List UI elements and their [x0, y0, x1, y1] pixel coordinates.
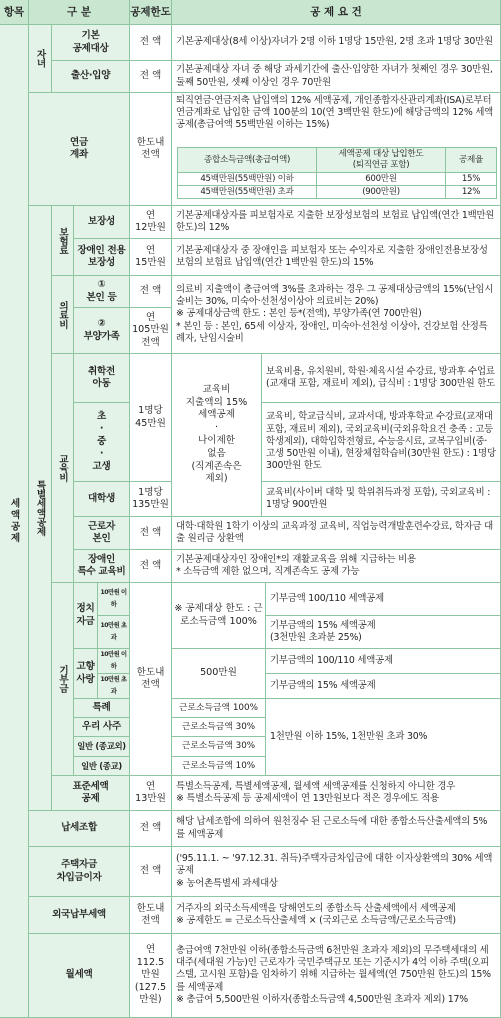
- insurance-protection-label: 보장성: [74, 206, 130, 239]
- education-worker-limit: 전 액: [130, 517, 172, 550]
- foreign-tax-limit: 한도내 전액: [130, 897, 172, 934]
- education-disabled-limit: 전 액: [130, 550, 172, 583]
- donation-special-label: 특례: [74, 699, 130, 718]
- medical-group-label: 의료비: [57, 300, 68, 329]
- insurance-disabled-text: 기본공제대상자 중 장애인을 피보험자 또는 수익자로 지출한 장애인전용보장성보험의 보험료 납입액(연간 1백만원 한도)의 15%: [172, 239, 501, 276]
- pension-table-row1-income: 45백만원(55백만원) 이하: [177, 172, 317, 186]
- foreign-tax-label: 외국납부세액: [29, 897, 130, 934]
- donation-political-rate2: 기부금액의 15% 세액공제 (3천만원 초과분 25%): [266, 616, 501, 649]
- education-rate: 교육비 지출액의 15% 세액공제 · 나이제한 없음 (직계존속은 제외): [172, 354, 262, 517]
- children-group: [29, 25, 52, 93]
- rent-label: 월세액: [29, 934, 130, 1018]
- donation-hometown-label: 고향 사랑: [74, 649, 98, 699]
- education-worker-text: 대학·대학원 1학기 이상의 교육과정 교육비, 직업능력개발훈련수강료, 학자금 대출 원리금 상환액: [172, 517, 501, 550]
- donation-political-sub2: 10만원 초과: [98, 616, 130, 649]
- education-school-text: 교육비, 학교급식비, 교과서대, 방과후학교 수강료(교재대 포함, 재료비 제외), 국외교육비(국외유학요건 충족 : 고등학생제외), 대학입학전형료, 수능응시료, 교복구입비(중·고생 50만원 이내), 현장체험학습비(30만원 한도) : 1명당 300만원 한도: [262, 403, 501, 482]
- pension-table-row2-income: 45백만원(55백만원) 초과: [177, 185, 317, 199]
- education-k12-limit: 1명당 45만원: [130, 354, 172, 482]
- housing-loan-label: 주택자금 차입금이자: [29, 847, 130, 897]
- housing-loan-limit: 전 액: [130, 847, 172, 897]
- education-disabled-label: 장애인 특수 교육비: [74, 550, 130, 583]
- pension-table-row2-limit: (900만원): [316, 185, 446, 199]
- children-basic-label: 기본 공제대상: [52, 25, 130, 61]
- children-group-label: 자녀: [34, 49, 46, 68]
- housing-loan-text: ('95.11.1. ~ '97.12.31. 취득)주택자금차입금에 대한 이자상환액의 30% 세액공제 ※ 농어촌특별세 과세대상: [172, 847, 501, 897]
- medical-dependent-label: ② 부양가족: [74, 308, 130, 354]
- pension-table-row1-limit: 600만원: [316, 172, 446, 186]
- donation-ours-limit: 근로소득금액 30%: [172, 718, 266, 737]
- rent-limit: 연 112.5 만원 (127.5 만원): [130, 934, 172, 1018]
- donation-political-rate1: 기부금액 100/110 세액공제: [266, 583, 501, 616]
- header-item: 항목: [0, 0, 29, 25]
- standard-credit-limit: 연 13만원: [130, 776, 172, 811]
- education-school-label: 초 · 중 · 고생: [74, 403, 130, 482]
- donation-political-limit: ※ 공제대상 한도 : 근로소득금액 100%: [172, 583, 266, 649]
- donation-general-religious-label: 일반 (종교): [74, 757, 130, 776]
- education-college-limit: 1명당 135만원: [130, 482, 172, 517]
- header-requirement: 공 제 요 건: [172, 0, 501, 25]
- donation-political-sub1: 10만원 이하: [98, 583, 130, 616]
- medical-self-label: ① 본인 등: [74, 276, 130, 308]
- education-worker-label: 근로자 본인: [74, 517, 130, 550]
- donation-limit: 한도내 전액: [130, 583, 172, 776]
- donation-other-rate: 1천만원 이하 15%, 1천만원 초과 30%: [266, 699, 501, 776]
- children-birth-limit: 전 액: [130, 61, 172, 93]
- education-group-label: 교육비: [57, 454, 68, 482]
- insurance-group-label: 보험료: [57, 226, 68, 255]
- pension-table-header-income: 종합소득금액(총급여액): [177, 147, 317, 173]
- insurance-protection-text: 기본공제대상자를 피보험자로 지출한 보장성보험의 보험료 납입액(연간 1백만원 한도)의 12%: [172, 206, 501, 239]
- union-text: 해당 납세조합에 의하여 원천징수 된 근로소득에 대한 종합소득산출세액의 5%를 세액공제: [172, 811, 501, 847]
- rent-text: 총급여액 7천만원 이하(종합소득금액 6천만원 초과자 제외)의 무주택세대의 세대주(세대원 가능)인 근로자가 국민주택규모 또는 기준시가 4억 이하 주택(오피스텔, 고시원 포함)을 임차하기 위해 지급하는 월세액(연 750만원 한도)의 15%를 세액공제 ※ 총급여 5,500만원 이하자(종합소득금액 4,500만원 초과자 제외) 17%: [172, 934, 501, 1018]
- header-limit: 공제한도: [130, 0, 172, 25]
- tax-credit-label: [0, 25, 29, 1018]
- donation-special-limit: 근로소득금액 100%: [172, 699, 266, 718]
- insurance-disabled-label: 장애인 전용 보장성: [74, 239, 130, 276]
- donation-political-label: 정치 자금: [74, 583, 98, 649]
- insurance-disabled-limit: 연 15만원: [130, 239, 172, 276]
- pension-requirement-cell: [172, 93, 501, 206]
- education-college-label: 대학생: [74, 482, 130, 517]
- foreign-tax-text: 거주자의 외국소득세액을 당해연도의 종합소득 산출세액에서 세액공제 ※ 공제한도 = 근로소득산출세액 × (국외근로 소득금액/근로소득금액): [172, 897, 501, 934]
- children-birth-label: 출산·입양: [52, 61, 130, 93]
- pension-limit: 한도내 전액: [130, 93, 172, 206]
- donation-hometown-sub2: 10만원 초과: [98, 674, 130, 699]
- donation-hometown-rate2: 기부금액의 15% 세액공제: [266, 674, 501, 699]
- medical-group: [52, 276, 74, 354]
- donation-group-label: 기부금: [57, 665, 68, 693]
- special-credit-group-label: 특별세액공제: [34, 480, 46, 536]
- medical-dependent-limit: 연 105만원 전액: [130, 308, 172, 354]
- donation-group: [52, 583, 74, 776]
- education-college-text: 교육비(사이버 대학 및 학위취득과정 포함), 국외교육비 : 1명당 900만원: [262, 482, 501, 517]
- pension-text: 퇴직연금·연금저축 납입액의 12% 세액공제, 개인종합자산관리계좌(ISA)로부터 연금계좌로 납입한 금액 100분의 10(연 3백만원 한도)에 해당금액의 12% 세액공제(총급여액 55백만원 이하는 15%): [176, 95, 494, 131]
- union-limit: 전 액: [130, 811, 172, 847]
- education-group: [52, 354, 74, 583]
- pension-label: 연금 계좌: [29, 93, 130, 206]
- donation-hometown-sub1: 10만원 이하: [98, 649, 130, 674]
- education-preschool-text: 보육비용, 유치원비, 학원·체육시설 수강료, 방과후 수업료(교재대 포함, 재료비 제외), 급식비 : 1명당 300만원 한도: [262, 354, 501, 403]
- education-preschool-label: 취학전 아동: [74, 354, 130, 403]
- children-basic-limit: 전 액: [130, 25, 172, 61]
- education-disabled-text: 기본공제대상자인 장애인*의 재활교육을 위해 지급하는 비용 * 소득금액 제한 없으며, 직계존속도 공제 가능: [172, 550, 501, 583]
- donation-ours-label: 우리 사주: [74, 718, 130, 737]
- donation-hometown-rate1: 기부금액의 100/110 세액공제: [266, 649, 501, 674]
- donation-general-religious-limit: 근로소득금액 10%: [172, 757, 266, 776]
- special-credit-group: [29, 206, 52, 811]
- donation-hometown-limit: 500만원: [172, 649, 266, 699]
- donation-general-nonreligious-limit: 근로소득금액 30%: [172, 737, 266, 757]
- pension-table-header-limit: 세액공제 대상 납입한도 (퇴직연금 포함): [316, 147, 446, 173]
- insurance-protection-limit: 연 12만원: [130, 206, 172, 239]
- pension-table-row2-rate: 12%: [445, 185, 497, 199]
- children-basic-text: 기본공제대상(8세 이상)자녀가 2명 이하 1명당 15만원, 2명 초과 1명당 30만원: [172, 25, 501, 61]
- standard-credit-label: 표준세액 공제: [52, 776, 130, 811]
- header-category: 구 분: [29, 0, 130, 25]
- insurance-group: [52, 206, 74, 276]
- pension-table-header-rate: 공제율: [445, 147, 497, 173]
- standard-credit-text: 특별소득공제, 특별세액공제, 월세액 세액공제를 신청하지 아니한 경우 ※ 특별소득공제 등 공제세액이 연 13만원보다 적은 경우에도 적용: [172, 776, 501, 811]
- tax-credit-text: 세액공제: [8, 497, 20, 545]
- children-birth-text: 기본공제대상 자녀 중 해당 과세기간에 출산·입양한 자녀가 첫째인 경우 30만원, 둘째 50만원, 셋째 이상인 경우 70만원: [172, 61, 501, 93]
- donation-general-nonreligious-label: 일반 (종교외): [74, 737, 130, 757]
- medical-self-limit: 전 액: [130, 276, 172, 308]
- pension-table-row1-rate: 15%: [445, 172, 497, 186]
- medical-text: 의료비 지출액이 총급여액 3%를 초과하는 경우 그 공제대상금액의 15%(난임시술비는 30%, 미숙아·선천성이상아 의료비는 20%) ※ 공제대상금액 한도 : 본인 등*(전액), 부양가족(연 700만원) * 본인 등 : 본인, 65세 이상자, 장애인, 미숙아·선천성 이상아, 건강보험 산정특례자, 난임시술비: [172, 276, 501, 354]
- union-label: 납세조합: [29, 811, 130, 847]
